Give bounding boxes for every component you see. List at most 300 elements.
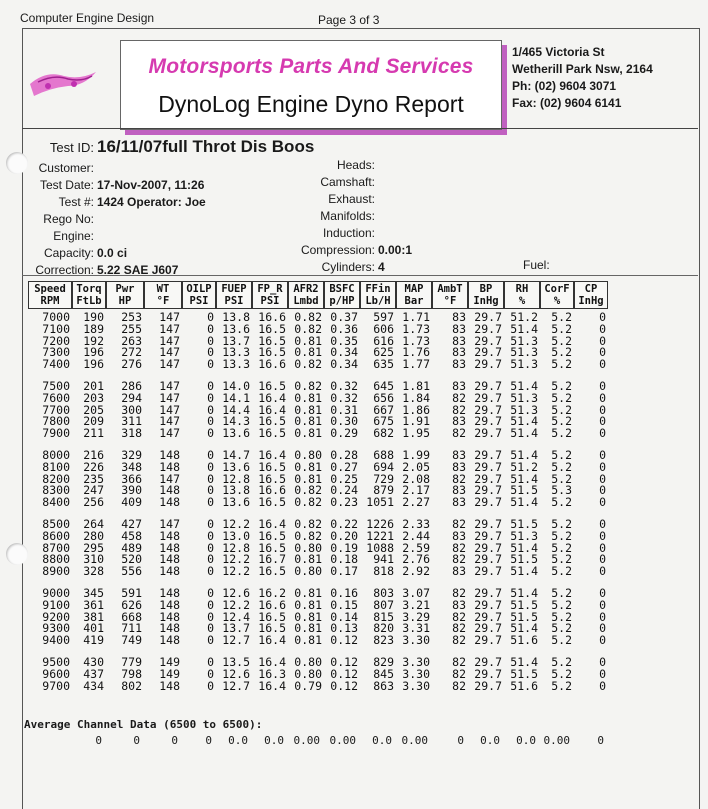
table-cell: 82 (452, 633, 466, 648)
table-cell: 0.12 (330, 633, 358, 648)
table-cell: 51.6 (510, 678, 538, 693)
column-header-line: FP_R (257, 283, 283, 295)
table-cell: 82 (452, 621, 466, 636)
table-cell: 82 (452, 552, 466, 567)
column-header (252, 281, 288, 309)
average-value: 0.00 (401, 734, 428, 747)
table-cell: 29.7 (474, 678, 502, 693)
table-cell: 16.5 (258, 321, 286, 336)
table-cell: 51.4 (510, 426, 538, 441)
table-cell: 9700 (42, 678, 70, 693)
table-cell: 235 (83, 471, 104, 486)
table-cell: 5.2 (551, 447, 572, 462)
column-header (28, 281, 72, 309)
table-cell: 1.99 (402, 447, 430, 462)
table-cell: 148 (159, 585, 180, 600)
table-cell: 16.6 (258, 310, 286, 324)
table-cell: 51.5 (510, 597, 538, 612)
table-cell: 7000 (42, 310, 70, 324)
table-cell: 5.2 (551, 414, 572, 429)
table-cell: 668 (121, 609, 142, 624)
table-cell: 829 (373, 654, 394, 669)
table-cell: 147 (159, 402, 180, 417)
table-cell: 0 (207, 540, 214, 555)
table-cell: 82 (452, 402, 466, 417)
table-cell: 29.7 (474, 345, 502, 360)
table-cell: 16.3 (258, 666, 286, 681)
table-cell: 29.7 (474, 459, 502, 474)
table-cell: 13.3 (222, 345, 250, 360)
address-block (512, 44, 653, 112)
table-cell: 5.2 (551, 678, 572, 693)
table-cell: 675 (373, 414, 394, 429)
table-cell: 148 (159, 528, 180, 543)
table-cell: 0 (207, 357, 214, 372)
column-header-line: Speed (34, 283, 66, 295)
table-cell: 13.8 (222, 483, 250, 498)
table-cell: 0.81 (294, 585, 322, 600)
table-cell: 3.21 (402, 597, 430, 612)
table-cell: 8300 (42, 483, 70, 498)
table-cell: 300 (121, 402, 142, 417)
table-cell: 318 (121, 426, 142, 441)
table-cell: 0 (599, 345, 606, 360)
table-cell: 1.76 (402, 345, 430, 360)
address-line: 1/465 Victoria St (512, 45, 605, 59)
table-cell: 0.82 (294, 321, 322, 336)
table-cell: 381 (83, 609, 104, 624)
table-cell: 0 (599, 516, 606, 531)
table-cell: 8200 (42, 471, 70, 486)
column-header-line: FFin (365, 283, 391, 295)
table-cell: 845 (373, 666, 394, 681)
column-header (540, 281, 574, 309)
column-header-line: AFR2 (293, 283, 319, 295)
table-cell: 147 (159, 426, 180, 441)
table-cell: 82 (452, 666, 466, 681)
table-cell: 83 (452, 345, 466, 360)
column-header-line: Lmbd (293, 295, 319, 307)
table-cell: 2.92 (402, 564, 430, 579)
table-cell: 0.32 (330, 390, 358, 405)
table-cell: 12.2 (222, 552, 250, 567)
table-cell: 0.36 (330, 321, 358, 336)
table-cell: 0 (207, 552, 214, 567)
table-cell: 0.82 (294, 378, 322, 393)
table-cell: 520 (121, 552, 142, 567)
table-cell: 83 (452, 378, 466, 393)
table-cell: 361 (83, 597, 104, 612)
table-cell: 29.7 (474, 495, 502, 510)
table-cell: 310 (83, 552, 104, 567)
table-cell: 329 (121, 447, 142, 462)
table-cell: 5.2 (551, 495, 572, 510)
test-date-value: 17-Nov-2007, 11:26 (97, 178, 205, 192)
table-cell: 148 (159, 564, 180, 579)
average-value: 0 (133, 734, 140, 747)
table-cell: 5.2 (551, 333, 572, 348)
column-header-line: % (518, 295, 526, 307)
table-cell: 16.5 (258, 426, 286, 441)
column-header-line: PSI (189, 295, 209, 307)
table-cell: 1088 (366, 540, 394, 555)
table-cell: 0.81 (294, 609, 322, 624)
table-cell: 489 (121, 540, 142, 555)
column-header (288, 281, 324, 309)
table-cell: 51.3 (510, 357, 538, 372)
table-cell: 0.81 (294, 552, 322, 567)
table-cell: 83 (452, 528, 466, 543)
table-cell: 0 (599, 528, 606, 543)
table-cell: 1.91 (402, 414, 430, 429)
field-label: Customer: (38, 161, 94, 175)
average-value: 0 (95, 734, 102, 747)
table-cell: 13.7 (222, 333, 250, 348)
table-cell: 196 (83, 357, 104, 372)
table-cell: 635 (373, 357, 394, 372)
table-cell: 625 (373, 345, 394, 360)
table-cell: 1.86 (402, 402, 430, 417)
table-cell: 5.3 (551, 483, 572, 498)
table-cell: 0.15 (330, 597, 358, 612)
table-cell: 7200 (42, 333, 70, 348)
table-cell: 29.7 (474, 564, 502, 579)
table-cell: 16.5 (258, 345, 286, 360)
table-cell: 0.82 (294, 516, 322, 531)
average-value: 0.00 (329, 734, 356, 747)
table-cell: 5.2 (551, 321, 572, 336)
field-label: Engine: (53, 229, 94, 243)
table-cell: 0.80 (294, 666, 322, 681)
table-cell: 51.4 (510, 585, 538, 600)
table-cell: 0 (207, 310, 214, 324)
table-cell: 682 (373, 426, 394, 441)
table-cell: 656 (373, 390, 394, 405)
table-cell: 0.81 (294, 402, 322, 417)
table-cell: 29.7 (474, 585, 502, 600)
table-cell: 0 (599, 678, 606, 693)
table-cell: 83 (452, 310, 466, 324)
column-header-line: InHg (578, 295, 604, 307)
column-header-line: PSI (224, 295, 244, 307)
table-cell: 1.73 (402, 321, 430, 336)
table-cell: 255 (121, 321, 142, 336)
table-cell: 286 (121, 378, 142, 393)
table-cell: 192 (83, 333, 104, 348)
table-cell: 51.3 (510, 345, 538, 360)
table-cell: 645 (373, 378, 394, 393)
table-cell: 82 (452, 540, 466, 555)
table-cell: 13.0 (222, 528, 250, 543)
table-cell: 0.81 (294, 633, 322, 648)
table-cell: 1.95 (402, 426, 430, 441)
table-cell: 51.3 (510, 528, 538, 543)
table-cell: 616 (373, 333, 394, 348)
table-cell: 148 (159, 483, 180, 498)
table-cell: 0 (207, 345, 214, 360)
cylinders-value: 4 (378, 260, 385, 274)
table-cell: 0 (207, 414, 214, 429)
column-header-line: FtLb (76, 295, 102, 307)
table-cell: 148 (159, 633, 180, 648)
table-cell: 2.44 (402, 528, 430, 543)
table-cell: 863 (373, 678, 394, 693)
field-label: Correction: (35, 263, 94, 277)
table-cell: 29.7 (474, 378, 502, 393)
table-cell: 5.2 (551, 390, 572, 405)
table-cell: 0 (207, 654, 214, 669)
table-cell: 16.5 (258, 609, 286, 624)
field-label: Capacity: (43, 246, 94, 260)
table-cell: 0 (599, 459, 606, 474)
table-cell: 0 (207, 597, 214, 612)
column-header (574, 281, 608, 309)
table-cell: 276 (121, 357, 142, 372)
column-header-line: CorF (544, 283, 570, 295)
table-cell: 0.81 (294, 333, 322, 348)
column-header-line: BP (479, 283, 493, 295)
table-cell: 16.5 (258, 495, 286, 510)
field-label: Test Date: (39, 178, 94, 192)
table-cell: 13.3 (222, 357, 250, 372)
field-label: Camshaft: (320, 175, 375, 189)
column-header (324, 281, 360, 309)
table-cell: 12.2 (222, 597, 250, 612)
divider (22, 275, 698, 276)
table-cell: 606 (373, 321, 394, 336)
table-cell: 29.7 (474, 471, 502, 486)
table-cell: 201 (83, 378, 104, 393)
table-cell: 51.3 (510, 333, 538, 348)
table-cell: 83 (452, 414, 466, 429)
table-cell: 5.2 (551, 540, 572, 555)
brand-name: Motorsports Parts And Services (148, 55, 474, 78)
table-cell: 434 (83, 678, 104, 693)
table-cell: 430 (83, 654, 104, 669)
table-cell: 0 (599, 426, 606, 441)
table-cell: 0 (207, 621, 214, 636)
table-cell: 16.5 (258, 564, 286, 579)
table-cell: 29.7 (474, 483, 502, 498)
column-header (144, 281, 182, 309)
column-header-line: Torq (76, 283, 102, 295)
table-cell: 591 (121, 585, 142, 600)
average-value: 0.00 (293, 734, 320, 747)
table-cell: 5.2 (551, 609, 572, 624)
app-name: Computer Engine Design (20, 11, 155, 25)
table-cell: 13.7 (222, 621, 250, 636)
table-cell: 147 (159, 345, 180, 360)
field-label: Test #: (58, 195, 94, 209)
table-cell: 2.33 (402, 516, 430, 531)
table-cell: 0.27 (330, 459, 358, 474)
table-cell: 12.6 (222, 585, 250, 600)
table-cell: 0.37 (330, 310, 358, 324)
table-cell: 16.6 (258, 597, 286, 612)
column-header-line: HP (118, 295, 132, 307)
table-cell: 0.82 (294, 310, 322, 324)
table-cell: 694 (373, 459, 394, 474)
table-cell: 16.4 (258, 654, 286, 669)
table-cell: 818 (373, 564, 394, 579)
table-cell: 1.71 (402, 310, 430, 324)
table-cell: 7400 (42, 357, 70, 372)
compression-value: 0.00:1 (378, 243, 413, 257)
table-cell: 9200 (42, 609, 70, 624)
table-cell: 0.30 (330, 414, 358, 429)
table-cell: 82 (452, 585, 466, 600)
column-header (360, 281, 396, 309)
table-cell: 3.29 (402, 609, 430, 624)
table-cell: 83 (452, 459, 466, 474)
table-cell: 0.12 (330, 654, 358, 669)
table-cell: 16.4 (258, 516, 286, 531)
column-header-line: MAP (404, 283, 424, 295)
table-cell: 5.2 (551, 528, 572, 543)
table-cell: 0 (599, 333, 606, 348)
table-cell: 2.59 (402, 540, 430, 555)
table-cell: 556 (121, 564, 142, 579)
table-cell: 13.6 (222, 459, 250, 474)
average-label: Average Channel Data (6500 to 6500): (24, 718, 263, 731)
table-cell: 3.30 (402, 633, 430, 648)
average-value: 0 (205, 734, 212, 747)
table-cell: 83 (452, 564, 466, 579)
table-cell: 5.2 (551, 585, 572, 600)
table-cell: 3.30 (402, 678, 430, 693)
table-cell: 419 (83, 633, 104, 648)
table-cell: 0.24 (330, 483, 358, 498)
table-cell: 3.31 (402, 621, 430, 636)
table-cell: 807 (373, 597, 394, 612)
table-cell: 0.81 (294, 414, 322, 429)
table-cell: 51.4 (510, 540, 538, 555)
table-cell: 16.5 (258, 459, 286, 474)
table-cell: 5.2 (551, 345, 572, 360)
table-cell: 0 (207, 666, 214, 681)
table-cell: 0 (599, 471, 606, 486)
table-cell: 366 (121, 471, 142, 486)
table-cell: 0 (207, 528, 214, 543)
table-cell: 7300 (42, 345, 70, 360)
table-cell: 82 (452, 516, 466, 531)
table-cell: 16.7 (258, 552, 286, 567)
table-cell: 0.81 (294, 390, 322, 405)
test-id-row (32, 138, 314, 160)
table-cell: 7700 (42, 402, 70, 417)
table-cell: 16.5 (258, 471, 286, 486)
table-cell: 0 (599, 495, 606, 510)
table-cell: 311 (121, 414, 142, 429)
column-header-line: RPM (40, 295, 60, 307)
table-cell: 0.22 (330, 516, 358, 531)
report-title: DynoLog Engine Dyno Report (158, 91, 464, 117)
address-line: Wetherill Park Nsw, 2164 (512, 62, 653, 76)
table-cell: 148 (159, 609, 180, 624)
table-cell: 51.4 (510, 621, 538, 636)
page-label: Page 3 of 3 (318, 13, 380, 27)
table-cell: 295 (83, 540, 104, 555)
table-cell: 51.6 (510, 633, 538, 648)
table-cell: 147 (159, 378, 180, 393)
table-cell: 7500 (42, 378, 70, 393)
table-cell: 147 (159, 414, 180, 429)
table-cell: 148 (159, 621, 180, 636)
table-cell: 0.17 (330, 564, 358, 579)
table-cell: 0 (207, 609, 214, 624)
column-header-line: InHg (473, 295, 499, 307)
field-label: Heads: (336, 158, 375, 172)
table-cell: 51.3 (510, 402, 538, 417)
table-cell: 0 (599, 378, 606, 393)
table-cell: 272 (121, 345, 142, 360)
table-cell: 148 (159, 597, 180, 612)
punch-hole (6, 152, 28, 174)
table-cell: 7800 (42, 414, 70, 429)
column-header-line: % (553, 295, 561, 307)
column-header (72, 281, 106, 309)
table-cell: 82 (452, 471, 466, 486)
table-cell: 9300 (42, 621, 70, 636)
table-cell: 1.81 (402, 378, 430, 393)
table-cell: 51.5 (510, 666, 538, 681)
table-cell: 5.2 (551, 516, 572, 531)
table-cell: 29.7 (474, 609, 502, 624)
column-header (182, 281, 216, 309)
table-cell: 9500 (42, 654, 70, 669)
phone-line: Ph: (02) 9604 3071 (512, 79, 617, 93)
test-id-value: 16/11/07full Throt Dis Boos (97, 137, 315, 156)
column-header-line: PSI (260, 295, 280, 307)
field-label: Compression: (300, 243, 375, 257)
table-cell: 0.25 (330, 471, 358, 486)
table-cell: 148 (159, 678, 180, 693)
average-value: 0.0 (228, 734, 248, 747)
column-header-line: AmbT (437, 283, 463, 295)
table-row (28, 497, 608, 509)
test-info-right (290, 157, 412, 276)
table-cell: 12.6 (222, 666, 250, 681)
table-cell: 0.16 (330, 585, 358, 600)
table-cell: 12.8 (222, 471, 250, 486)
table-cell: 7600 (42, 390, 70, 405)
table-cell: 147 (159, 390, 180, 405)
table-cell: 29.7 (474, 310, 502, 324)
table-cell: 626 (121, 597, 142, 612)
table-cell: 9400 (42, 633, 70, 648)
column-header-line: Bar (404, 295, 424, 307)
table-cell: 16.5 (258, 414, 286, 429)
table-cell: 729 (373, 471, 394, 486)
table-row (28, 635, 608, 647)
table-cell: 0.14 (330, 609, 358, 624)
table-cell: 82 (452, 654, 466, 669)
table-cell: 0 (207, 483, 214, 498)
table-cell: 14.4 (222, 402, 250, 417)
table-cell: 16.4 (258, 390, 286, 405)
table-cell: 82 (452, 678, 466, 693)
table-cell: 0 (599, 597, 606, 612)
table-cell: 348 (121, 459, 142, 474)
table-cell: 0.13 (330, 621, 358, 636)
table-cell: 1221 (366, 528, 394, 543)
table-cell: 51.5 (510, 552, 538, 567)
table-cell: 0.12 (330, 666, 358, 681)
table-cell: 5.2 (551, 633, 572, 648)
table-cell: 0 (599, 552, 606, 567)
table-cell: 0 (207, 564, 214, 579)
table-cell: 0 (599, 483, 606, 498)
